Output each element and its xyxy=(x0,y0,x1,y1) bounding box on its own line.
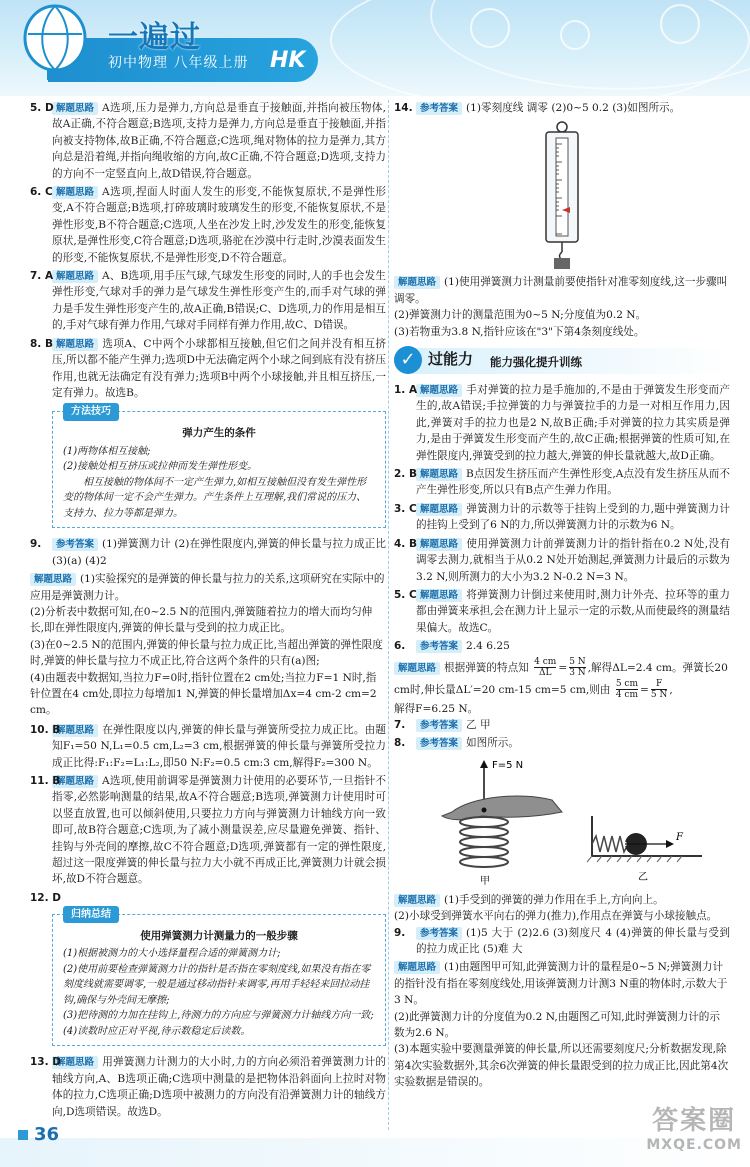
explanation-text: 将弹簧测力计倒过来使用时,测力计外壳、拉环等的重力都由弹簧来承担,会在测力计上显示一定的示数,从而使最终的测量结果偏大。故选C。 xyxy=(416,588,730,634)
method-tag: 方法技巧 xyxy=(63,403,119,421)
section-tag: 解题思路 xyxy=(394,894,440,907)
watermark-title: 答案圈 xyxy=(652,1106,737,1136)
brand-logo xyxy=(8,4,318,88)
doodle-icon xyxy=(660,4,700,44)
explanation-text: A选项,捏面人时面人发生的形变,不能恢复原状,不是弹性形变,A不符合题意;B选项,打碎玻璃时玻璃发生的形变,不能恢复原状,不是弹性形变,B不符合题意;C选项,人坐在沙发上时,沙发发生的形变,能恢复原状,是弹性形变,C符合题意;D选项,骆驼在沙漠中行走时,沙漠表面发生的形变,不能恢复原状,不是弹性形变,D不符合题意。 xyxy=(52,186,386,264)
answer-item xyxy=(394,382,730,464)
reference-answer-tag: 参考答案 xyxy=(52,538,98,551)
force-label: F xyxy=(676,831,683,843)
item-number: 6. xyxy=(394,640,406,653)
explanation-block: 解题思路 根据弹簧的特点知 $\frac{4 cm}{\Delta L}$ = $\frac{5 N}{3 N}$ ,解得ΔL=2.4 cm。弹簧长20 cm时,伸长量ΔL′=20 cm-15 cm=5 cm,则由 $\frac{5 cm}{4 cm}$ = $\frac{F}{5 N}$ , xyxy=(394,657,728,701)
doodle-icon xyxy=(560,20,590,50)
force-label: F=5 N xyxy=(492,759,524,771)
item-number: 5. C xyxy=(394,588,417,601)
explanation-line: (4)由题表中数据知,当拉力F=0时,指针位置在2 cm处;当拉力F=1 N时,指针位置在4 cm处,即拉力每增加1 N,弹簧的伸长量增加Δx=4 cm-2 cm=2 cm。 xyxy=(30,671,377,717)
doodle-icon xyxy=(470,8,510,48)
method-tips-box xyxy=(52,406,386,528)
fraction xyxy=(569,657,585,678)
explanation-text: 在弹性限度以内,弹簧的伸长量与弹簧所受拉力成正比。由题知F₁=50 N,L₁=0.5 cm,L₂=3 cm,根据弹簧的伸长量与弹簧所受拉力成正比得:F₁:F₂=L₁:L₂,即50 N:F₂=0.5 cm:3 cm,解得F₂=300 N。 xyxy=(52,723,386,769)
explanation-text: 根据弹簧的特点知 xyxy=(444,661,529,674)
section-tag: 解题思路 xyxy=(52,186,98,199)
explanation-line: (2)小球受到弹簧水平向右的弹力(推力),作用点在弹簧与小球接触点。 xyxy=(394,910,718,923)
section-tag: 解题思路 xyxy=(52,102,98,115)
answer-item xyxy=(30,1054,386,1120)
summary-line: (1)根据被测力的大小选择量程合适的弹簧测力计; xyxy=(63,948,281,960)
section-tag: 解题思路 xyxy=(394,276,440,289)
brand-title: 一遍过 xyxy=(108,20,201,55)
fraction xyxy=(534,657,556,678)
answer-item xyxy=(394,638,730,654)
item-number: 6. C xyxy=(30,186,53,199)
explanation-line: (3)在0~2.5 N的范围内,弹簧的伸长量与拉力成正比,当超出弹簧的弹性限度时,弹簧的伸长量与拉力不成正比,符合这两个条件的只有(a)图; xyxy=(30,638,383,668)
item-number: 8. xyxy=(394,737,406,750)
explanation-text: A选项,使用前调零是弹簧测力计使用的必要环节,一旦指针不指零,必然影响测量的结果,故A不符合题意;B选项,弹簧测力计使用时可以竖直放置,也可以倾斜使用,只要拉力方向与弹簧测力计轴线方向一致即可,故B符合题意;C选项,为了减小测量误差,应尽量避免弹簧、指针、挂钩与外壳间的摩擦,故C不符合题意;D选项,弹簧都有一定的弹性限度,超过这一限度弹簧的伸长量与拉力大小就不再成正比,弹簧测力计就会损坏,故D不符合题意。 xyxy=(52,775,386,886)
explanation-line: (1)由题图甲可知,此弹簧测力计的量程是0~5 N;弹簧测力计的指针没有指在零刻度线处,用该弹簧测力计测3 N重的物体时,示数大于3 N。 xyxy=(394,961,728,1007)
section-tag: 解题思路 xyxy=(52,270,98,283)
reference-answer: (1)5 大于 (2)2.6 (3)刻度尺 4 (4)弹簧的伸长量与受到的拉力成正比 (5)难 大 xyxy=(416,926,730,955)
denominator: ΔL xyxy=(538,668,552,679)
reference-answer-tag: 参考答案 xyxy=(416,927,462,940)
section-tag: 解题思路 xyxy=(30,573,76,586)
banner-title: 过能力 xyxy=(428,350,474,369)
page-marker-icon xyxy=(18,1130,28,1140)
method-line: (1)两物体相互接触; xyxy=(63,445,151,457)
section-tag: 解题思路 xyxy=(394,961,440,974)
item-number: 7. A xyxy=(30,270,54,283)
reference-answer: (1)弹簧测力计 (2)在弹性限度内,弹簧的伸长量与拉力成正比 (3)(a) (4)2 xyxy=(52,538,386,567)
section-banner xyxy=(394,348,730,374)
answer-item xyxy=(394,466,730,499)
answer-item xyxy=(30,184,386,266)
answer-item xyxy=(394,925,730,958)
item-number: 8. B xyxy=(30,337,53,350)
explanation-text: 用弹簧测力计测力的大小时,力的方向必须沿着弹簧测力计的轴线方向,A、B选项正确;C选项中测量的是把物体沿斜面向上拉时对物体的拉力,C选项正确;D选项中被测力的方向没有沿弹簧测力计的轴线方向,D选项错误。故选D。 xyxy=(52,1056,386,1118)
summary-line: (4)读数时应正对平视,待示数稳定后读数。 xyxy=(63,1025,251,1037)
reference-answer: (1)零刻度线 调零 (2)0~5 0.2 (3)如图所示。 xyxy=(466,102,681,114)
item-number: 14. xyxy=(394,102,413,114)
fraction xyxy=(616,679,638,700)
spring-scale-figure xyxy=(532,120,592,270)
explanation-block xyxy=(394,274,730,340)
summary-tag: 归纳总结 xyxy=(63,906,119,924)
item-number: 1. A xyxy=(394,384,418,397)
balloon-icon xyxy=(16,4,94,86)
left-column xyxy=(30,100,386,1122)
reference-answer-tag: 参考答案 xyxy=(416,719,462,732)
answer-item xyxy=(30,773,386,888)
section-tag: 解题思路 xyxy=(52,775,98,788)
denominator: 3 N xyxy=(569,668,586,679)
banner-subtitle: 能力强化提升训练 xyxy=(490,355,582,370)
answer-item xyxy=(394,100,730,116)
explanation-line: (2)分析表中数据可知,在0~2.5 N的范围内,弹簧随着拉力的增大而均匀伸长,即在弹性限度内,弹簧的伸长量与受到的拉力成正比。 xyxy=(30,605,373,635)
reference-answer: 如图所示。 xyxy=(466,737,519,750)
denominator: 4 cm xyxy=(615,690,638,701)
check-icon: ✓ xyxy=(394,346,422,374)
item-number: 4. B xyxy=(394,537,417,550)
answer-item xyxy=(30,336,386,402)
reference-answer-tag: 参考答案 xyxy=(416,102,462,115)
answer-item xyxy=(394,536,730,585)
explanation-line: (3)本题实验中要测量弹簧的伸长量,所以还需要刻度尺;分析数据发现,除第4次实验数据外,其余6次弹簧的伸长量跟受到的拉力成正比,因此第4次实验数据是错误的。 xyxy=(394,1043,729,1089)
method-title: 弹力产生的条件 xyxy=(182,427,256,440)
explanation-line: (1)使用弹簧测力计测量前要使指针对准零刻度线,这一步骤叫调零。 xyxy=(394,276,728,305)
explanation-line: (1)实验探究的是弹簧的伸长量与拉力的关系,这项研究在实际中的应用是弹簧测力计。 xyxy=(30,573,385,602)
item-number: 11. B xyxy=(30,775,61,787)
page-number xyxy=(18,1124,59,1145)
explanation-text: A选项,压力是弹力,方向总是垂直于接触面,并指向被压物体,故A正确,不符合题意;B选项,支持力是弹力,方向总是垂直于接触面,并指向被支持物体,故B正确,不符合题意;C选项,绳对物体的拉力是弹力,其方向总是沿着绳,并指向绳收缩的方向,故C正确,不符合题意;D选项,支持力的方向不一定竖直向上,故D错误,符合题意。 xyxy=(52,102,386,180)
explanation-line: (2)此弹簧测力计的分度值为0.2 N,由题图乙可知,此时弹簧测力计的示数为2.6 N。 xyxy=(394,1010,720,1039)
answer-item xyxy=(30,722,386,771)
explanation-block xyxy=(30,571,386,719)
reference-answer: 2.4 6.25 xyxy=(466,640,510,653)
answer-item xyxy=(394,501,730,534)
item-number: 7. xyxy=(394,718,406,731)
book-subtitle: 初中物理 八年级上册 xyxy=(108,55,249,71)
answer-item xyxy=(394,735,730,751)
watermark-url: MXQE.COM xyxy=(646,1137,742,1153)
numerator: 5 cm xyxy=(615,679,638,690)
summary-title: 使用弹簧测力计测量力的一般步骤 xyxy=(140,929,298,942)
method-line: 相互接触的物体间不一定产生弹力,如相互接触但没有发生弹性形变的物体间一定不会产生弹力。产生条件上互理解,我们常说的压力、支持力、拉力等都是弹力。 xyxy=(63,476,367,519)
item-number: 12. D xyxy=(30,891,61,904)
summary-line: (3)把待测的力加在挂钩上,待测力的方向应与弹簧测力计轴线方向一致; xyxy=(63,1010,374,1022)
answer-item xyxy=(394,717,730,733)
explanation-block xyxy=(394,892,730,925)
answer-item xyxy=(30,268,386,334)
item-number: 10. B xyxy=(30,723,61,736)
answer-item xyxy=(30,100,386,182)
item-number: 13. D xyxy=(30,1056,61,1069)
answer-item xyxy=(30,536,386,569)
reference-answer: 乙 甲 xyxy=(466,718,491,731)
section-tag: 解题思路 xyxy=(416,468,462,481)
page-header xyxy=(0,0,750,96)
section-tag: 解题思路 xyxy=(416,503,462,516)
explanation-line: 解得F=6.25 N。 xyxy=(394,702,479,715)
force-diagram-figure xyxy=(412,756,712,888)
answer-item xyxy=(30,890,386,906)
explanation-text: 选项A、C中两个小球都相互接触,但它们之间并没有相互挤压,所以都不能产生弹力;选项D中无法确定两个小球之间到底有没有挤压作用,也就无法确定有没有弹力;选项B中两个小球接触,并且相互挤压,一定有弹力。故选B。 xyxy=(52,337,386,399)
section-tag: 解题思路 xyxy=(52,724,98,737)
numerator: 4 cm xyxy=(534,657,557,668)
figure-label-left: 甲 xyxy=(480,875,490,887)
section-tag: 解题思路 xyxy=(416,589,462,602)
denominator: 5 N xyxy=(650,690,668,701)
numerator: 5 N xyxy=(569,657,586,668)
explanation-line: (1)手受到的弹簧的弹力作用在手上,方向向上。 xyxy=(444,893,664,906)
explanation-block xyxy=(394,959,730,1090)
explanation-text: B点因发生挤压而产生弹性形变,A点没有发生挤压从而不产生弹性形变,所以只有B点产生弹力作用。 xyxy=(416,468,730,497)
summary-box xyxy=(52,908,386,1047)
fraction xyxy=(651,679,667,700)
item-number: 3. C xyxy=(394,502,417,515)
column-divider xyxy=(388,100,389,1130)
explanation-text: 弹簧测力计的示数等于挂钩上受到的力,题中弹簧测力计的挂钩上受到了6 N的力,所以弹簧测力计的示数为6 N。 xyxy=(416,502,730,532)
explanation-line: (3)若物重为3.8 N,指针应该在"3"下第4条刻度线处。 xyxy=(394,325,645,338)
figure-label-right: 乙 xyxy=(638,871,648,883)
item-number: 2. B xyxy=(394,468,417,481)
explanation-text: 使用弹簧测力计前弹簧测力计的指针指在0.2 N处,没有调零去测力,就相当于从0.2 N处开始测起,弹簧测力计最后的示数为3.2 N,则所测力的大小为3.2 N-0.2 N=3 N。 xyxy=(416,537,730,583)
answer-item xyxy=(394,587,730,636)
section-tag: 解题思路 xyxy=(416,384,462,397)
summary-line: (2)使用前要检查弹簧测力计的指针是否指在零刻度线,如果没有指在零刻度线就需要调零,一般是通过移动指针来调零,再用手轻轻来回拉动挂钩,确保与外壳间无摩擦; xyxy=(63,963,371,1006)
right-column xyxy=(394,100,730,1091)
section-tag: 解题思路 xyxy=(52,1056,98,1069)
section-tag: 解题思路 xyxy=(52,338,98,351)
item-number: 9. xyxy=(394,926,406,939)
method-line: (2)接触处相互挤压或拉伸而发生弹性形变。 xyxy=(63,461,258,473)
explanation-line: (2)弹簧测力计的测量范围为0~5 N;分度值为0.2 N。 xyxy=(394,309,647,322)
page-number-text: 36 xyxy=(34,1124,60,1145)
reference-answer-tag: 参考答案 xyxy=(416,737,462,750)
reference-answer-tag: 参考答案 xyxy=(416,640,462,653)
edition-label: HK xyxy=(270,48,306,73)
explanation-text: ,解得ΔL=2.4 cm。弹簧长20 cm时,伸长量ΔL′=20 cm-15 cm=5 cm,则由 xyxy=(394,661,728,696)
explanation-text: A、B选项,用手压气球,气球发生形变的同时,人的手也会发生弹性形变,气球对手的弹力是气球发生弹性形变产生的,而手对气球的弹力是手发生弹性形变产生的,故A正确,B错误;C、D选项,力的作用是相互的,手对气球有弹力作用,气球对手同样有弹力作用,故C、D错误。 xyxy=(52,270,386,332)
explanation-text: 手对弹簧的拉力是手施加的,不是由于弹簧发生形变而产生的,故A错误;手拉弹簧的力与弹簧拉手的力是一对相互作用力,因此,弹簧对手的拉力也是2 N,故B正确;手对弹簧的拉力其实质是弹力,是由于弹簧发生形变而产生的,故C正确;根据弹簧的性质可知,在弹性限度内,弹簧受到的拉力越大,弹簧的伸长量就越大,故D正确。 xyxy=(416,384,730,462)
section-tag: 解题思路 xyxy=(416,538,462,551)
footer-band xyxy=(0,1138,750,1167)
item-number: 9. xyxy=(30,538,42,551)
watermark xyxy=(646,1100,742,1153)
numerator: F xyxy=(651,679,667,690)
item-number: 5. D xyxy=(30,102,54,114)
section-tag: 解题思路 xyxy=(394,662,440,675)
explanation-text: , xyxy=(669,683,673,696)
